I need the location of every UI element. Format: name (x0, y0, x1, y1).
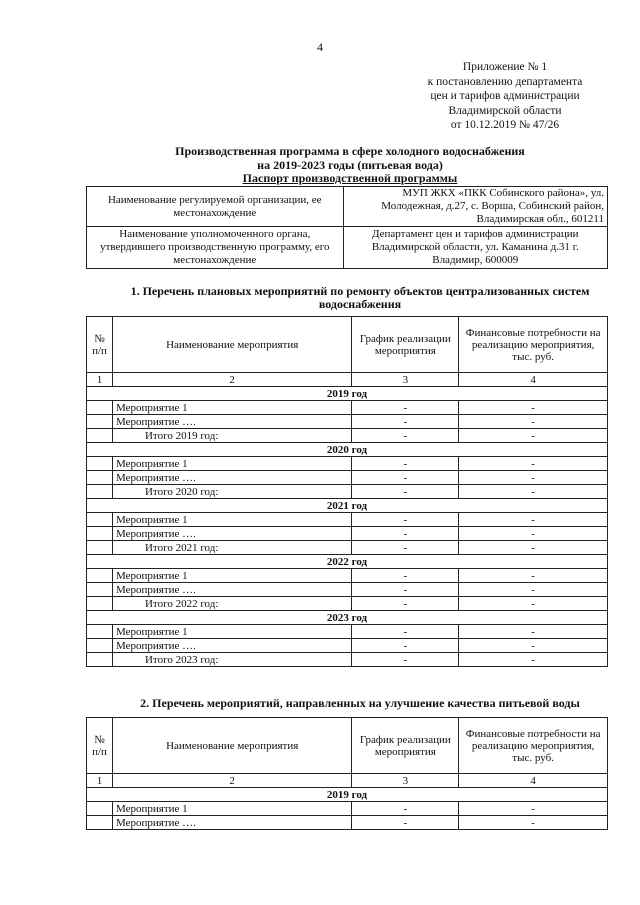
finance-cell: - (459, 583, 608, 597)
header-schedule: График реализации мероприятия (352, 317, 459, 373)
appendix-line: Приложение № 1 (462, 61, 548, 73)
finance-cell: - (459, 816, 608, 830)
header-name: Наименование мероприятия (112, 718, 351, 774)
activity-name: Мероприятие 1 (112, 802, 351, 816)
table-row (87, 625, 608, 639)
activity-name: Мероприятие …. (112, 471, 351, 485)
total-row (87, 653, 608, 667)
passport-value: МУП ЖКХ «ПКК Собинского района», ул. Молодежная, д.27, с. Ворша, Собинский район, Владимирская обл., 601211 (343, 187, 607, 227)
activity-name: Мероприятие 1 (112, 513, 351, 527)
column-index: 1 (87, 373, 113, 387)
passport-heading: Паспорт производственной программы (242, 171, 458, 185)
year-row: 2019 год (87, 387, 608, 401)
total-label: Итого 2021 год: (112, 541, 351, 555)
header-number: № п/п (87, 317, 113, 373)
finance-cell: - (459, 653, 608, 667)
schedule-cell: - (352, 527, 459, 541)
table-row (87, 816, 608, 830)
column-index: 3 (352, 373, 459, 387)
header-schedule: График реализации мероприятия (352, 718, 459, 774)
passport-label: Наименование регулируемой организации, ее местонахождение (87, 187, 344, 227)
repair-plan-table (86, 316, 608, 667)
finance-cell: - (459, 527, 608, 541)
appendix-line: Владимирской области (448, 104, 562, 117)
table-row (87, 569, 608, 583)
schedule-cell: - (352, 429, 459, 443)
activity-name: Мероприятие …. (112, 415, 351, 429)
column-index: 2 (112, 373, 351, 387)
header-name: Наименование мероприятия (112, 317, 351, 373)
total-label: Итого 2020 год: (112, 485, 351, 499)
finance-cell: - (459, 513, 608, 527)
activity-name: Мероприятие 1 (112, 401, 351, 415)
year-row: 2019 год (87, 788, 608, 802)
total-label: Итого 2022 год: (112, 597, 351, 611)
activity-name: Мероприятие 1 (112, 569, 351, 583)
table-row (87, 457, 608, 471)
schedule-cell: - (352, 513, 459, 527)
passport-table (86, 186, 608, 269)
page-number: 4 (317, 40, 323, 54)
finance-cell: - (459, 471, 608, 485)
section2-heading: 2. Перечень мероприятий, направленных на улучшение качества питьевой воды (140, 696, 580, 710)
table-row (87, 513, 608, 527)
column-index: 4 (459, 774, 608, 788)
appendix-line: к постановлению департамента (427, 75, 583, 88)
activity-name: Мероприятие …. (112, 583, 351, 597)
finance-cell: - (459, 541, 608, 555)
finance-cell: - (459, 625, 608, 639)
total-row (87, 541, 608, 555)
section1-heading: 1. Перечень плановых мероприятий по ремонту объектов централизованных систем водоснабжения (130, 284, 590, 311)
finance-cell: - (459, 597, 608, 611)
schedule-cell: - (352, 802, 459, 816)
activity-name: Мероприятие 1 (112, 625, 351, 639)
schedule-cell: - (352, 471, 459, 485)
activity-name: Мероприятие 1 (112, 457, 351, 471)
appendix-line: цен и тарифов администрации (430, 90, 580, 102)
appendix-line: от 10.12.2019 № 47/26 (450, 119, 560, 131)
header-number: № п/п (87, 718, 113, 774)
schedule-cell: - (352, 401, 459, 415)
schedule-cell: - (352, 541, 459, 555)
table-row (87, 802, 608, 816)
schedule-cell: - (352, 653, 459, 667)
total-label: Итого 2023 год: (112, 653, 351, 667)
year-row: 2022 год (87, 555, 608, 569)
table-row (87, 639, 608, 653)
document-title (90, 145, 610, 186)
finance-cell: - (459, 415, 608, 429)
finance-cell: - (459, 457, 608, 471)
schedule-cell: - (352, 816, 459, 830)
schedule-cell: - (352, 625, 459, 639)
activity-name: Мероприятие …. (112, 816, 351, 830)
schedule-cell: - (352, 639, 459, 653)
passport-label: Наименование уполномоченного органа, утвердившего производственную программу, его местонахождение (87, 227, 344, 269)
schedule-cell: - (352, 597, 459, 611)
year-row: 2021 год (87, 499, 608, 513)
header-finance: Финансовые потребности на реализацию мероприятия, тыс. руб. (459, 317, 608, 373)
total-row (87, 429, 608, 443)
title-line: Производственная программа в сфере холодного водоснабжения (175, 144, 525, 158)
schedule-cell: - (352, 415, 459, 429)
table-row (87, 527, 608, 541)
title-line: на 2019-2023 годы (питьевая вода) (257, 157, 443, 172)
finance-cell: - (459, 429, 608, 443)
table-row (87, 583, 608, 597)
header-finance: Финансовые потребности на реализацию мероприятия, тыс. руб. (459, 718, 608, 774)
passport-value: Департамент цен и тарифов администрации Владимирской области, ул. Каманина д.31 г. Владимир, 600009 (343, 227, 607, 269)
table-row (87, 415, 608, 429)
year-row: 2020 год (87, 443, 608, 457)
table-row (87, 401, 608, 415)
schedule-cell: - (352, 485, 459, 499)
column-index: 4 (459, 373, 608, 387)
finance-cell: - (459, 569, 608, 583)
total-row (87, 485, 608, 499)
finance-cell: - (459, 401, 608, 415)
total-label: Итого 2019 год: (112, 429, 351, 443)
water-quality-table (86, 717, 608, 830)
schedule-cell: - (352, 457, 459, 471)
finance-cell: - (459, 802, 608, 816)
finance-cell: - (459, 639, 608, 653)
column-index: 1 (87, 774, 113, 788)
table-row (87, 471, 608, 485)
schedule-cell: - (352, 583, 459, 597)
activity-name: Мероприятие …. (112, 639, 351, 653)
activity-name: Мероприятие …. (112, 527, 351, 541)
total-row (87, 597, 608, 611)
finance-cell: - (459, 485, 608, 499)
column-index: 2 (112, 774, 351, 788)
appendix-block (405, 60, 605, 133)
schedule-cell: - (352, 569, 459, 583)
column-index: 3 (352, 774, 459, 788)
year-row: 2023 год (87, 611, 608, 625)
